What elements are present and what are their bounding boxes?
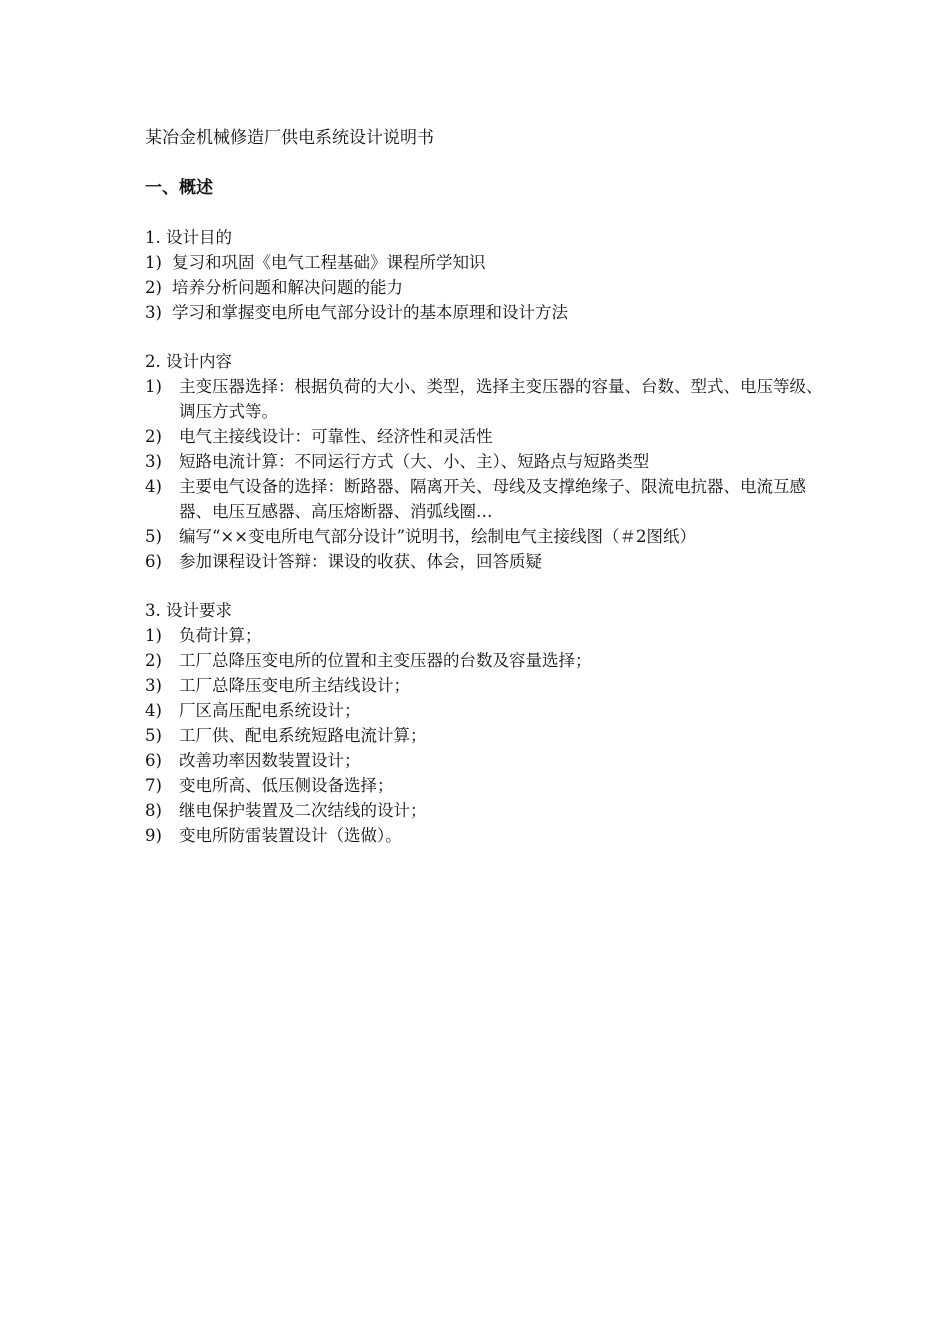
list-item <box>145 449 825 474</box>
item-text: 变电所防雷装置设计（选做）。 <box>179 826 402 845</box>
list-item <box>145 648 825 673</box>
item-text: 主变压器选择：根据负荷的大小、类型，选择主变压器的容量、台数、型式、电压等级、调压方式等。 <box>179 377 823 421</box>
item-number: 3) <box>145 303 162 322</box>
item-text: 短路电流计算：不同运行方式（大、小、主）、短路点与短路类型 <box>179 452 650 471</box>
item-number: 6) <box>145 552 162 571</box>
item-number: 4) <box>145 701 162 720</box>
item-text: 厂区高压配电系统设计； <box>179 701 361 720</box>
design-requirements-block <box>145 598 825 848</box>
item-text: 继电保护装置及二次结线的设计； <box>179 801 427 820</box>
list-item <box>145 524 825 549</box>
list-item <box>145 374 825 424</box>
list-item <box>145 773 825 798</box>
design-goals-block <box>145 225 825 325</box>
item-number: 1) <box>145 253 162 272</box>
list-item <box>145 300 825 325</box>
list-item <box>145 474 825 524</box>
item-text: 培养分析问题和解决问题的能力 <box>172 278 403 297</box>
document-title: 某冶金机械修造厂供电系统设计说明书 <box>145 128 434 148</box>
item-number: 5) <box>145 726 162 745</box>
item-text: 编写“××变电所电气部分设计”说明书，绘制电气主接线图（＃2图纸） <box>179 527 697 546</box>
item-number: 9) <box>145 826 162 845</box>
list-item <box>145 275 825 300</box>
item-text: 工厂供、配电系统短路电流计算； <box>179 726 427 745</box>
item-number: 4) <box>145 477 162 496</box>
item-text: 工厂总降压变电所的位置和主变压器的台数及容量选择； <box>179 651 592 670</box>
list-item <box>145 424 825 449</box>
item-text: 改善功率因数装置设计； <box>179 751 361 770</box>
item-number: 6) <box>145 751 162 770</box>
list-item <box>145 698 825 723</box>
item-text: 主要电气设备的选择：断路器、隔离开关、母线及支撑绝缘子、限流电抗器、电流互感器、电压互感器、高压熔断器、消弧线圈… <box>179 477 806 521</box>
item-number: 2) <box>145 651 162 670</box>
item-text: 参加课程设计答辩：课设的收获、体会，回答质疑 <box>179 552 542 571</box>
item-number: 2) <box>145 427 162 446</box>
list-item <box>145 549 825 574</box>
list-item <box>145 798 825 823</box>
item-text: 电气主接线设计：可靠性、经济性和灵活性 <box>179 427 493 446</box>
item-text: 工厂总降压变电所主结线设计； <box>179 676 410 695</box>
item-text: 变电所高、低压侧设备选择； <box>179 776 394 795</box>
section-heading-overview: 一、概述 <box>145 178 213 198</box>
item-number: 1) <box>145 626 162 645</box>
item-number: 5) <box>145 527 162 546</box>
item-number: 8) <box>145 801 162 820</box>
item-number: 1) <box>145 377 162 396</box>
design-requirements-heading: 3. 设计要求 <box>145 601 232 620</box>
item-number: 2) <box>145 278 162 297</box>
item-text: 复习和巩固《电气工程基础》课程所学知识 <box>172 253 486 272</box>
item-text: 学习和掌握变电所电气部分设计的基本原理和设计方法 <box>172 303 568 322</box>
design-content-heading: 2. 设计内容 <box>145 352 232 371</box>
design-goals-heading: 1. 设计目的 <box>145 228 232 247</box>
list-item <box>145 673 825 698</box>
item-text: 负荷计算； <box>179 626 262 645</box>
item-number: 7) <box>145 776 162 795</box>
design-content-block <box>145 349 825 574</box>
item-number: 3) <box>145 676 162 695</box>
item-number: 3) <box>145 452 162 471</box>
list-item <box>145 623 825 648</box>
list-item <box>145 250 825 275</box>
list-item <box>145 748 825 773</box>
list-item <box>145 823 825 848</box>
list-item <box>145 723 825 748</box>
